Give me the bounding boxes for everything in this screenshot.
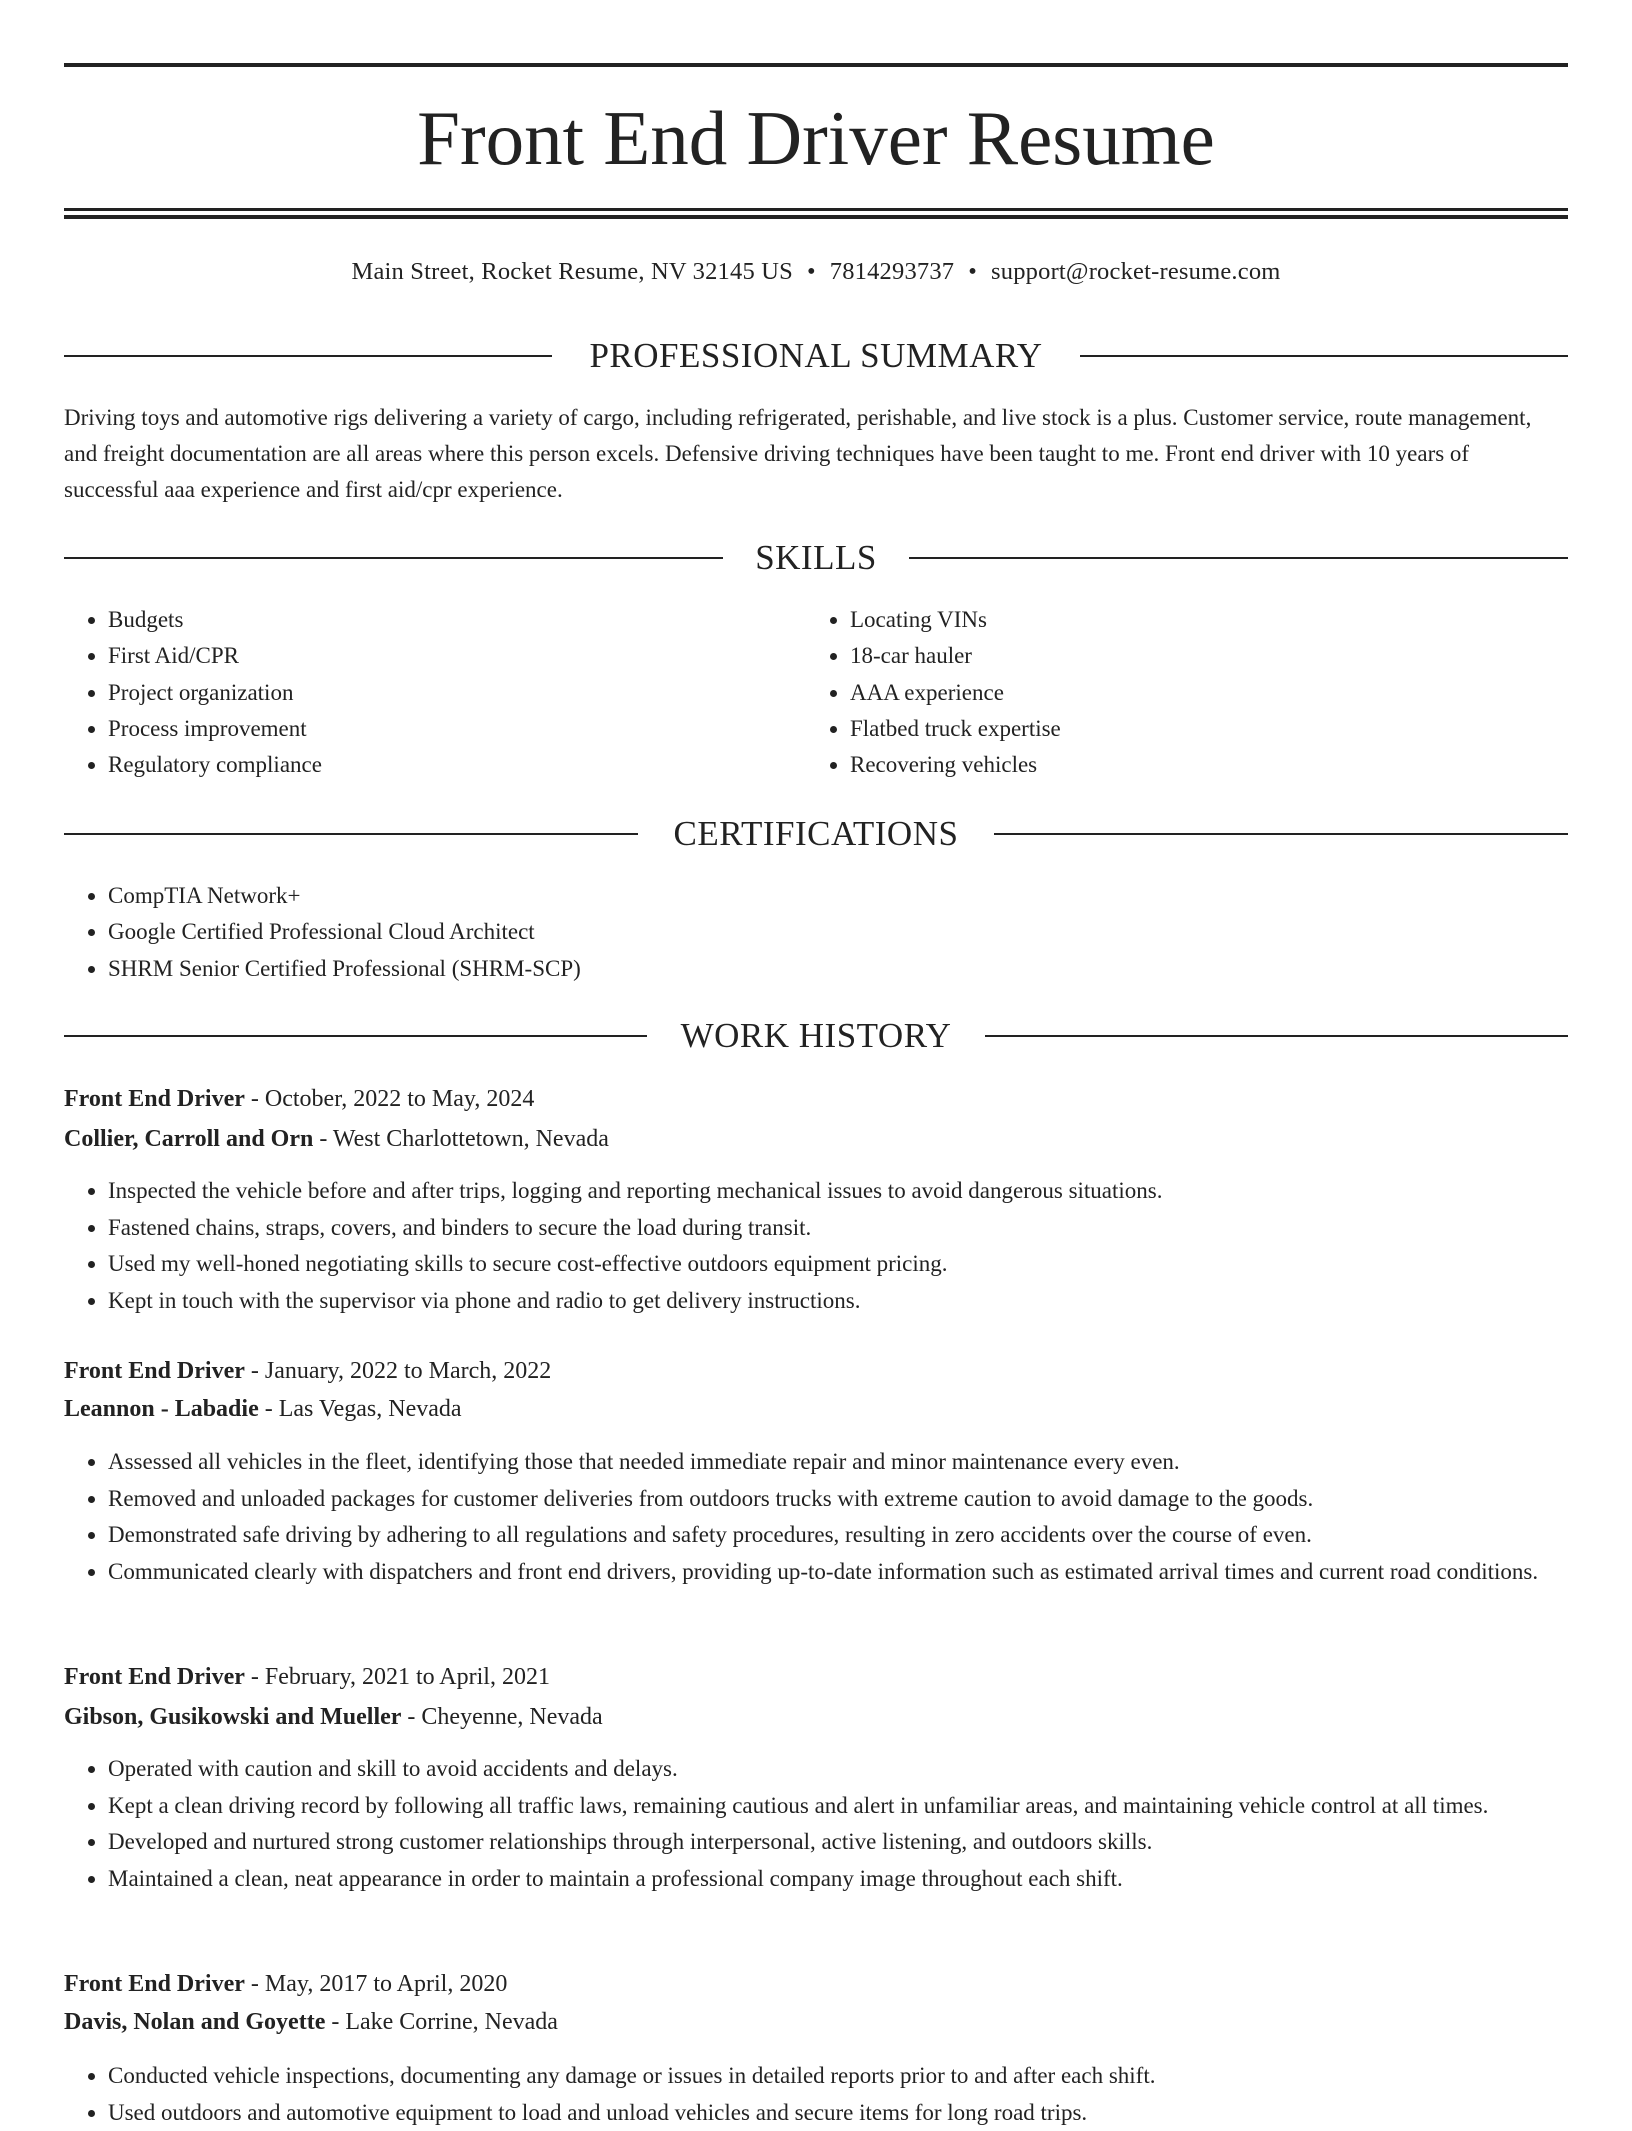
job-company-line	[64, 1698, 1568, 1736]
heading-rule-right	[985, 1035, 1568, 1037]
contact-separator: •	[807, 258, 816, 285]
job-company-line	[64, 1120, 1568, 1158]
job-bullet: • Conducted vehicle inspections, documenting any damage or issues in detailed reports prior to and after each shift.	[108, 2058, 1568, 2095]
job-company: Davis, Nolan and Goyette	[64, 2009, 325, 2035]
top-rule	[64, 63, 1568, 67]
job-bullet: • Removed and unloaded packages for customer deliveries from outdoors trucks with extreme caution to avoid damage to the goods.	[108, 1481, 1568, 1518]
work-history-heading	[64, 1014, 1568, 1058]
job-bullets	[64, 1751, 1568, 1897]
contact-email: support@rocket-resume.com	[991, 258, 1281, 285]
job-bullets	[64, 1173, 1568, 1319]
job-title: Front End Driver	[64, 1971, 245, 1997]
job-title: Front End Driver	[64, 1086, 245, 1112]
job-company-line	[64, 2003, 1568, 2041]
work-history-heading-label: WORK HISTORY	[64, 1014, 1568, 1058]
heading-rule-right	[1080, 355, 1568, 357]
skill-item: • Budgets	[108, 602, 808, 638]
job-dates: - October, 2022 to May, 2024	[245, 1086, 534, 1112]
skill-item: • Locating VINs	[850, 602, 1550, 638]
job-title-line	[64, 1658, 1568, 1696]
summary-heading	[64, 334, 1568, 378]
job-bullet: • Used outdoors and automotive equipment to load and unload vehicles and secure items for long road trips.	[108, 2095, 1568, 2131]
job-location: - Las Vegas, Nevada	[259, 1396, 462, 1422]
job-bullet: • Developed and nurtured strong customer relationships through interpersonal, active listening, and outdoors skills.	[108, 1824, 1568, 1861]
job-location: - Cheyenne, Nevada	[401, 1704, 602, 1730]
heading-rule-right	[909, 557, 1568, 559]
certifications-list	[64, 878, 1568, 987]
resume-title: Front End Driver Resume	[64, 92, 1568, 184]
contact-separator: •	[968, 258, 977, 285]
job-bullets	[64, 2058, 1568, 2131]
certifications-heading-label: CERTIFICATIONS	[64, 812, 1568, 856]
skill-item: • AAA experience	[850, 675, 1550, 711]
skill-item: • Regulatory compliance	[108, 747, 808, 783]
job-title-line	[64, 1352, 1568, 1390]
job-dates: - February, 2021 to April, 2021	[245, 1664, 550, 1690]
summary-text: Driving toys and automotive rigs delivering a variety of cargo, including refrigerated, perishable, and live stock is a plus. Customer service, route management, and freight documentation are all areas where this person excels. Defensive driving techniques have been taught to me. Front end driver with 10 years of successful aaa experience and first aid/cpr experience.	[64, 400, 1568, 508]
skill-item: • Process improvement	[108, 711, 808, 747]
job-bullet: • Kept a clean driving record by following all traffic laws, remaining cautious and alert in unfamiliar areas, and maintaining vehicle control at all times.	[108, 1788, 1568, 1825]
summary-heading-label: PROFESSIONAL SUMMARY	[64, 334, 1568, 378]
job-company: Gibson, Gusikowski and Mueller	[64, 1704, 401, 1730]
job-location: - West Charlottetown, Nevada	[313, 1126, 609, 1152]
job-dates: - May, 2017 to April, 2020	[245, 1971, 507, 1997]
job-bullet: • Communicated clearly with dispatchers and front end drivers, providing up-to-date information such as estimated arrival times and current road conditions.	[108, 1554, 1568, 1591]
job-company: Collier, Carroll and Orn	[64, 1126, 313, 1152]
skills-list-right	[806, 602, 1550, 783]
contact-line	[64, 254, 1568, 290]
job-bullet: • Assessed all vehicles in the fleet, identifying those that needed immediate repair and minor maintenance every even.	[108, 1444, 1568, 1481]
heading-rule-right	[994, 833, 1568, 835]
contact-phone: 7814293737	[830, 258, 955, 285]
job-bullet: • Operated with caution and skill to avoid accidents and delays.	[108, 1751, 1568, 1788]
job-title: Front End Driver	[64, 1358, 245, 1384]
contact-address: Main Street, Rocket Resume, NV 32145 US	[351, 258, 793, 285]
job-bullet: • Maintained a clean, neat appearance in order to maintain a professional company image throughout each shift.	[108, 1861, 1568, 1898]
skill-item: • Recovering vehicles	[850, 747, 1550, 783]
job-company-line	[64, 1390, 1568, 1428]
job-title-line	[64, 1080, 1568, 1118]
job-title-line	[64, 1965, 1568, 2003]
job-location: - Lake Corrine, Nevada	[325, 2009, 558, 2035]
skills-list-left	[64, 602, 808, 783]
skills-heading-label: SKILLS	[64, 536, 1568, 580]
certification-item: • CompTIA Network+	[108, 878, 1568, 914]
title-rule-upper	[64, 208, 1568, 211]
skill-item: • Flatbed truck expertise	[850, 711, 1550, 747]
skill-item: • Project organization	[108, 675, 808, 711]
skills-heading	[64, 536, 1568, 580]
certifications-heading	[64, 812, 1568, 856]
job-title: Front End Driver	[64, 1664, 245, 1690]
job-bullet: • Demonstrated safe driving by adhering to all regulations and safety procedures, resulting in zero accidents over the course of even.	[108, 1517, 1568, 1554]
job-bullet: • Inspected the vehicle before and after trips, logging and reporting mechanical issues to avoid dangerous situations.	[108, 1173, 1568, 1210]
certification-item: • SHRM Senior Certified Professional (SHRM-SCP)	[108, 951, 1568, 987]
title-rule-lower	[64, 215, 1568, 219]
job-bullets	[64, 1444, 1568, 1590]
skill-item: • 18-car hauler	[850, 638, 1550, 674]
job-bullet: • Used my well-honed negotiating skills to secure cost-effective outdoors equipment pricing.	[108, 1246, 1568, 1283]
job-dates: - January, 2022 to March, 2022	[245, 1358, 551, 1384]
job-company: Leannon - Labadie	[64, 1396, 259, 1422]
job-bullet: • Fastened chains, straps, covers, and binders to secure the load during transit.	[108, 1210, 1568, 1247]
job-bullet: • Kept in touch with the supervisor via phone and radio to get delivery instructions.	[108, 1283, 1568, 1320]
certification-item: • Google Certified Professional Cloud Architect	[108, 914, 1568, 950]
skill-item: • First Aid/CPR	[108, 638, 808, 674]
